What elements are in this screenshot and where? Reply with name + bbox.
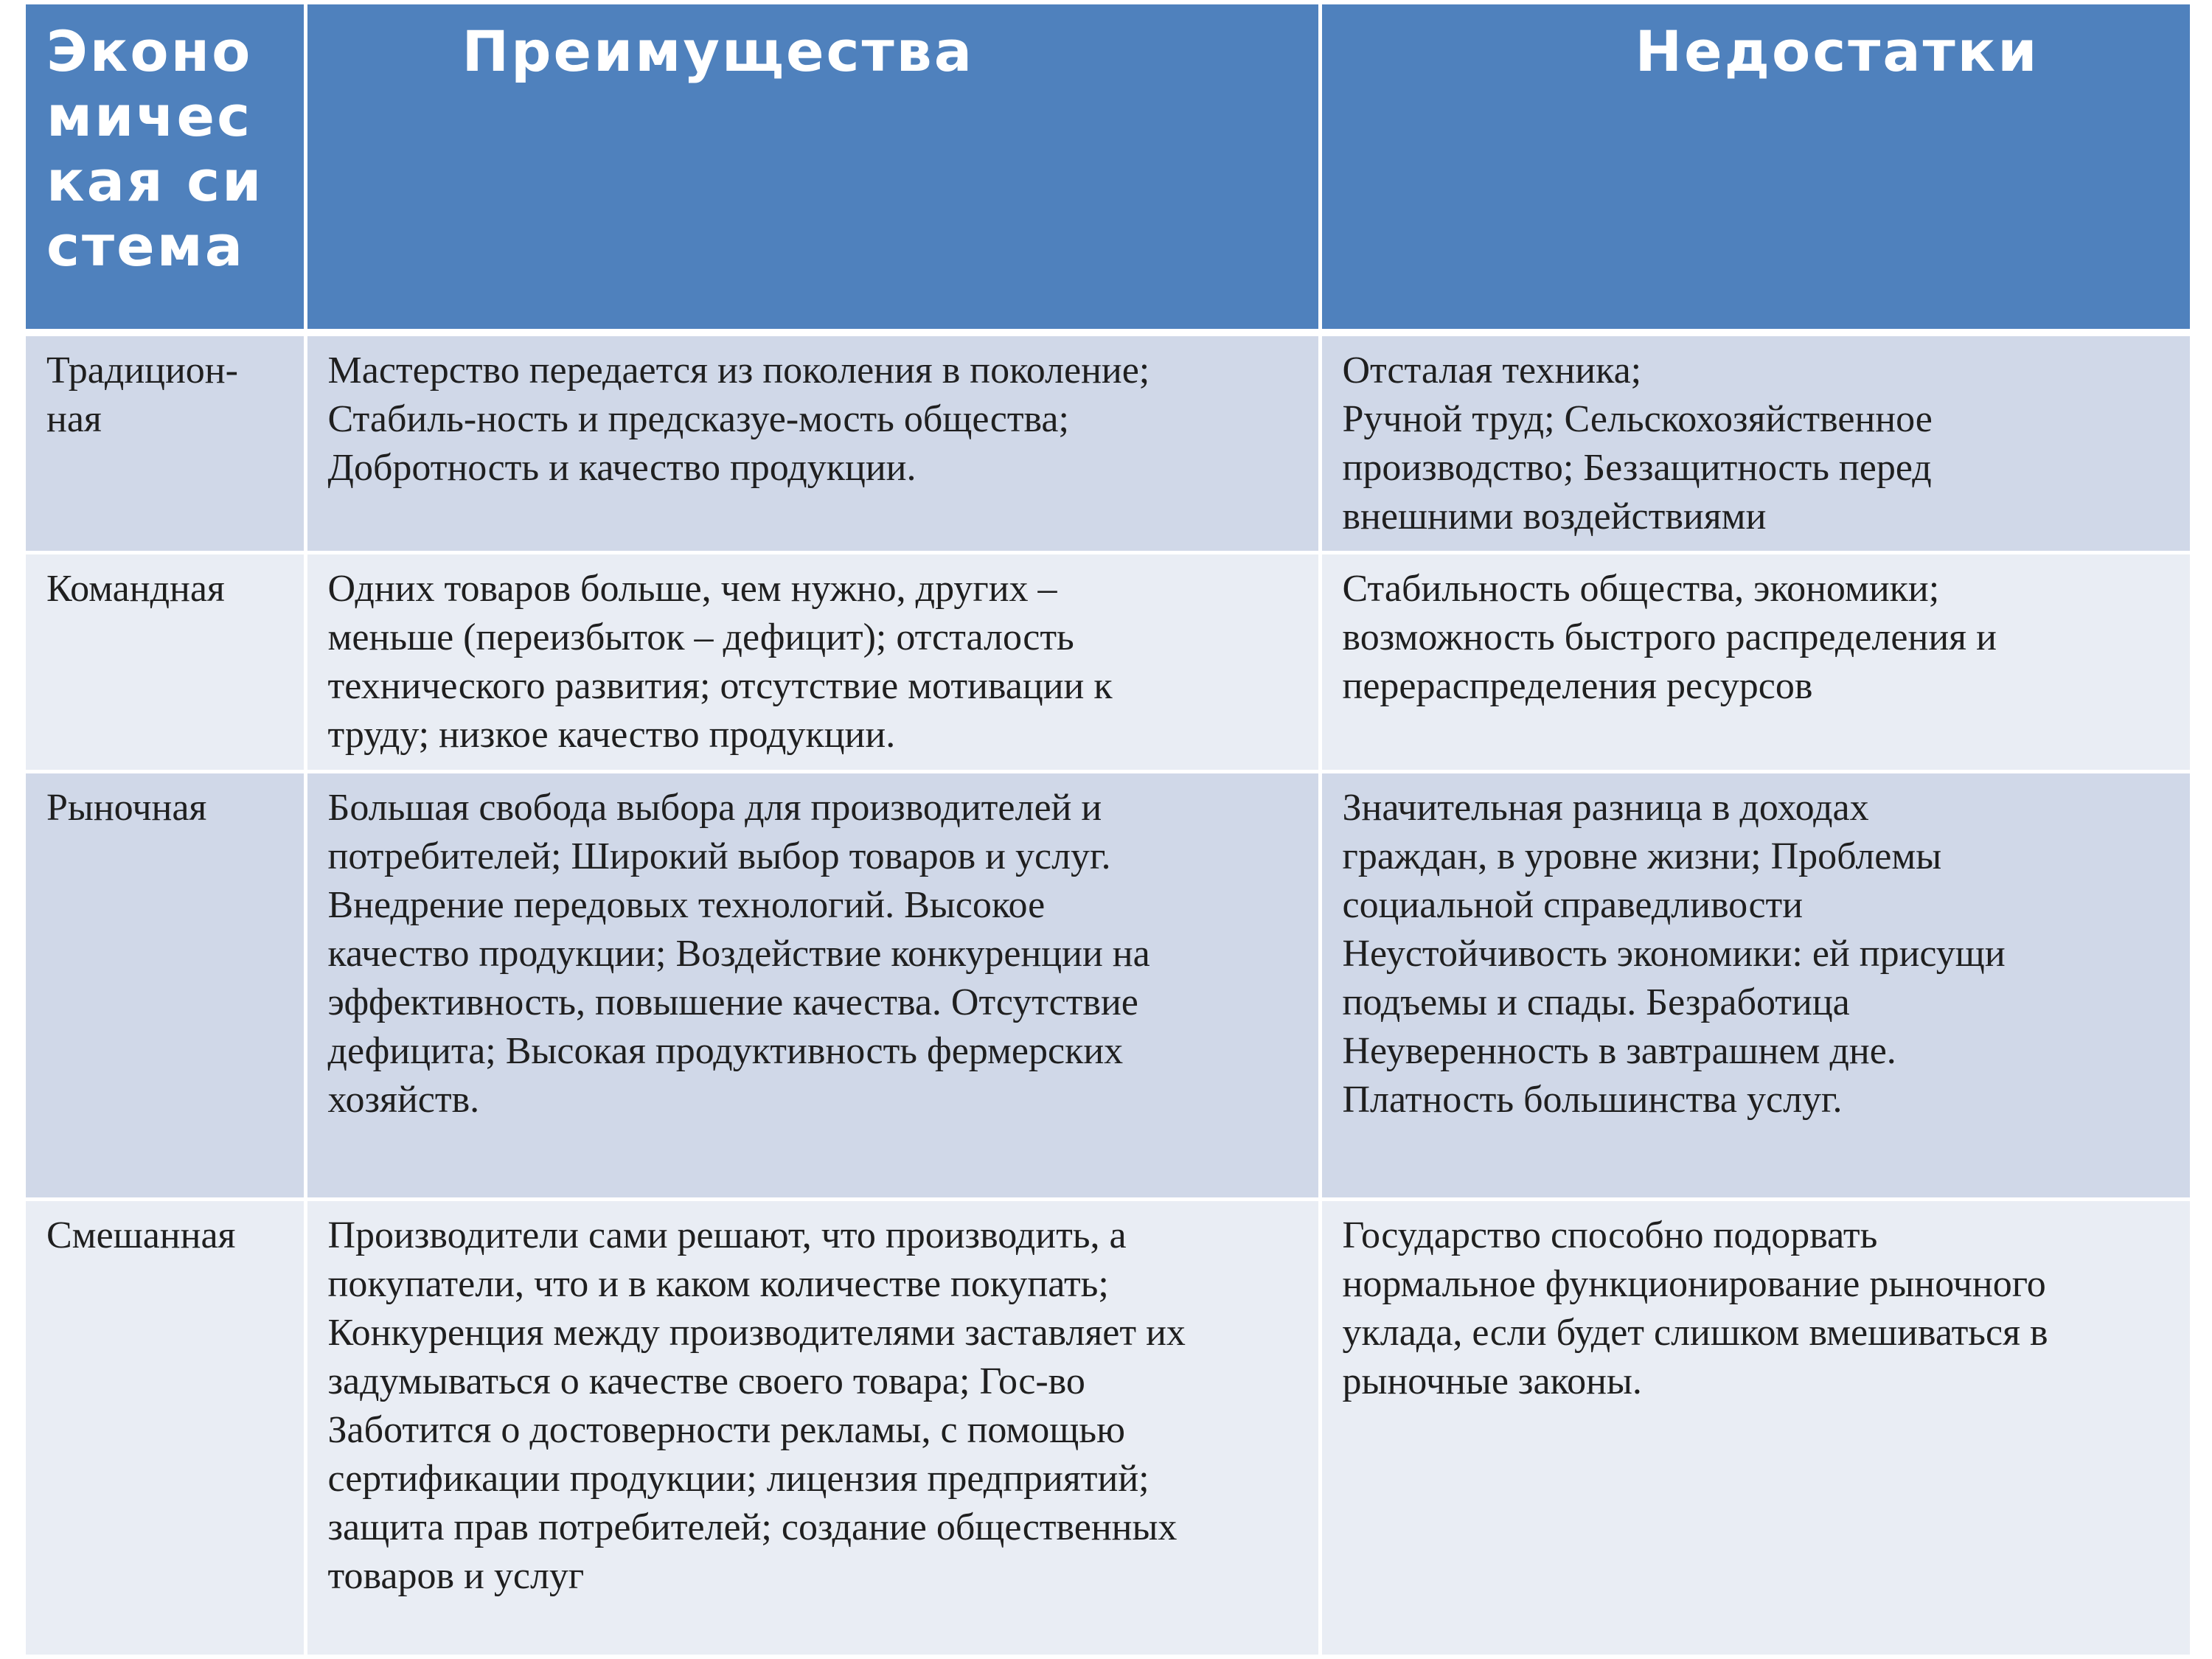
header-advantages: Преимущества [305, 4, 1320, 333]
row-system-name: Командная [26, 552, 305, 771]
row-advantages: Большая свобода выбора для производителей и потребителей; Широкий выбор товаров и услуг. Внедрение передовых технологий. Высокое качество продукции; Воздействие конкуренции на эффективность, повышение качества. Отсутствие дефицита; Высокая продуктивность фермерских хозяйств. [305, 771, 1320, 1199]
row-system-name: Традицион-ная [26, 333, 305, 552]
table-row [26, 333, 2190, 552]
header-disadvantages: Недостатки [1320, 4, 2190, 333]
row-advantages: Одних товаров больше, чем нужно, других – меньше (переизбыток – дефицит); отсталость технического развития; отсутствие мотивации к труду; низкое качество продукции. [305, 552, 1320, 771]
row-disadvantages: Значительная разница в доходах граждан, в уровне жизни; Проблемы социальной справедливости Неустойчивость экономики: ей присущи подъемы и спады. Безработица Неуверенность в завтрашнем дне. Платность большинства услуг. [1320, 771, 2190, 1199]
row-system-name: Смешанная [26, 1199, 305, 1656]
table-header-row [26, 4, 2190, 333]
row-disadvantages: Отсталая техника; Ручной труд; Сельскохозяйственное производство; Беззащитность перед внешними воздействиями [1320, 333, 2190, 552]
table-row [26, 552, 2190, 771]
row-system-name: Рыночная [26, 771, 305, 1199]
table-row [26, 1199, 2190, 1656]
row-disadvantages: Стабильность общества, экономики; возможность быстрого распределения и перераспределения ресурсов [1320, 552, 2190, 771]
table-row [26, 771, 2190, 1199]
row-disadvantages: Государство способно подорвать нормальное функционирование рыночного уклада, если будет слишком вмешиваться в рыночные законы. [1320, 1199, 2190, 1656]
row-advantages: Производители сами решают, что производить, а покупатели, что и в каком количестве покупать; Конкуренция между производителями заставляет их задумываться о качестве своего товара; Гос-во Заботится о достоверности рекламы, с помощью сертификации продукции; лицензия предприятий; защита прав потребителей; создание общественных товаров и услуг [305, 1199, 1320, 1656]
economic-systems-table [26, 4, 2190, 1658]
row-advantages: Мастерство передается из поколения в поколение; Стабиль-ность и предсказуе-мость общества; Добротность и качество продукции. [305, 333, 1320, 552]
header-system: Экономическая система [26, 4, 305, 333]
